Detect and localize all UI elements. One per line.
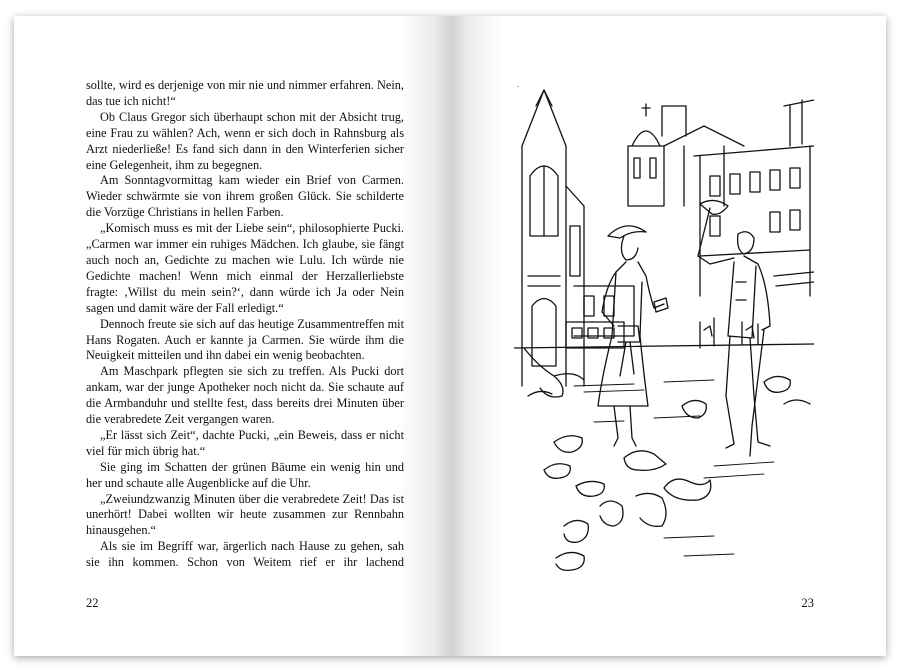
pigeons [524, 348, 810, 570]
paragraph: Am Maschpark pflegten sie sich zu treffen. Als Pucki dort ankam, war der junge Apotheker noch nicht da. Sie schaute auf die Armbanduhr und stellte fest, dass bereits drei Minuten über die verabredete Zeit vergangen waren. [86, 364, 404, 427]
church-tower [522, 90, 584, 386]
body-text [86, 78, 404, 571]
dome-building [628, 104, 744, 206]
paragraph: Am Sonntagvormittag kam wieder ein Brief von Carmen. Wieder schwärmte sie von ihrem großen Glück. Sie schilderte die Vorzüge Christians in hellen Farben. [86, 173, 404, 220]
paragraph: Ob Claus Gregor sich überhaupt schon mit der Absicht trug, eine Frau zu wählen? Ach, wenn er sich doch in Rahnsburg als Arzt niederließe! Es fand sich dann in den Winterferien sicher eine Gelegenheit, ihm zu begegnen. [86, 109, 404, 172]
paragraph: „Zweiundzwanzig Minuten über die verabredete Zeit! Das ist unerhört! Dabei wollten wir heute zusammen zur Rennbahn hinausgehen.“ [86, 491, 404, 538]
street-scene-illustration [514, 86, 814, 578]
paragraph: Sie ging im Schatten der grünen Bäume ein wenig hin und her und schaute alle Augenblicke auf die Uhr. [86, 459, 404, 490]
page-number-left: 22 [86, 596, 99, 610]
paragraph: Dennoch freute sie sich auf das heutige Zusammentreffen mit Hans Rogaten. Auch er kannte ja Carmen. Sie würde ihm die Neuigkeit mitteilen und ihn dabei ein wenig beobachten. [86, 316, 404, 363]
paragraph: sollte, wird es derjenige von mir nie und nimmer erfahren. Nein, das tue ich nicht!“ [86, 78, 404, 108]
paragraph: Als sie im Begriff war, ärgerlich nach Hause zu gehen, sah sie ihn kommen. Schon von Weitem rief er ihr lachend [86, 539, 404, 570]
left-page [14, 16, 450, 656]
right-page [450, 16, 886, 656]
book-spread [14, 16, 886, 656]
paragraph: „Komisch muss es mit der Liebe sein“, philosophierte Pucki. „Carmen war immer ein ruhiges Mädchen. Ich glaube, sie fängt auch noch an, Gedichte zu machen wie Lulu. Ich würde nie Gedichte machen! Wenn mich einmal der Herzallerliebste fragte: ‚Willst du mein sein?‘, dann würde ich Ja oder Nein sagen und damit wäre der Fall erledigt.“ [86, 221, 404, 315]
paragraph: „Er lässt sich Zeit“, dachte Pucki, „ein Beweis, dass er nicht viel für mich übrig hat.“ [86, 427, 404, 458]
page-number-right: 23 [801, 596, 814, 610]
man-figure [698, 200, 770, 456]
